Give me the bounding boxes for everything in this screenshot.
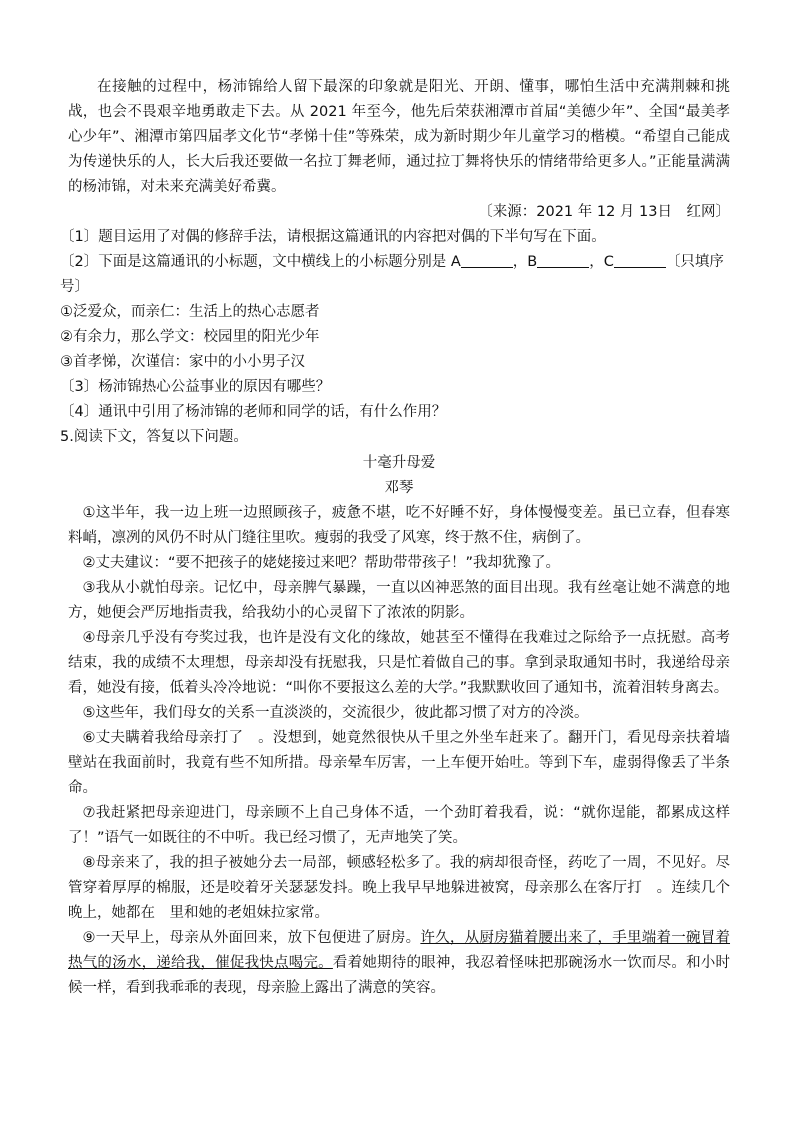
article-paragraph-4: ④母亲几乎没有夸奖过我，也许是没有文化的缘故，她甚至不懂得在我难过之际给予一点抚慰。高考结束，我的成绩不太理想，母亲却没有抚慰我，只是忙着做自己的事。拿到录取通知书时，我递给母亲看，她没有接，低着头冷冷地说：“叫你不要报这么差的大学。”我默默收回了通知书，流着泪转身离去。 — [68, 630, 730, 696]
question-2-end: 〔只填序号〕 — [60, 254, 724, 295]
section-5-heading: 5.阅读下文，答复以下问题。 — [60, 429, 248, 445]
option-2: ②有余力，那么学文：校园里的阳光少年 — [60, 329, 320, 345]
question-1: 〔1〕题目运用了对偶的修辞手法，请根据这篇通讯的内容把对偶的下半句写在下面。 — [60, 229, 606, 245]
paragraph-9-end: 看着她期待的眼神，我忍着怪味把那碗汤水一饮而尽。和小时候一样，看到我乖乖的表现，母亲脸上露出了满意的笑容。 — [68, 955, 731, 996]
article-body — [68, 501, 730, 1001]
answer-blank-b[interactable] — [537, 253, 589, 268]
article-paragraph-6: ⑥丈夫瞒着我给母亲打了 。没想到，她竟然很快从千里之外坐车赶来了。翻开门，看见母亲扶着墙壁站在我面前时，我竟有些不知所措。母亲晕车厉害，一上车便开始吐。等到下车，虚弱得像丢了半条命。 — [68, 730, 730, 796]
article-paragraph-8: ⑧母亲来了，我的担子被她分去一局部，顿感轻松多了。我的病却很奇怪，药吃了一周，不见好。尽管穿着厚厚的棉服，还是咬着牙关瑟瑟发抖。晚上我早早地躲进被窝，母亲那么在客厅打 。连续几个晚上，她都在 里和她的老姐妹拉家常。 — [68, 855, 730, 921]
source-line: 〔来源：2021 年 12 月 13日 红网〕 — [478, 204, 730, 220]
source-section — [68, 200, 730, 225]
option-3: ③首孝悌，次谨信：家中的小小男子汉 — [60, 354, 305, 370]
question-2-b: ，B — [512, 254, 538, 270]
questions-section — [60, 225, 730, 450]
answer-blank-c[interactable] — [614, 253, 666, 268]
article-title: 十毫升母爱 — [362, 455, 436, 471]
article-header — [68, 451, 730, 501]
article-author: 邓琴 — [384, 480, 414, 496]
question-2 — [60, 250, 730, 300]
answer-blank-a[interactable] — [461, 253, 513, 268]
question-2-start: 〔2〕下面是这篇通讯的小标题，文中横线上的小标题分别是 A — [60, 254, 461, 270]
article-paragraph-1: ①这半年，我一边上班一边照顾孩子，疲惫不堪，吃不好睡不好，身体慢慢变差。虽已立春，但春寒料峭，凛冽的风仍不时从门缝往里吹。瘦弱的我受了风寒，终于熬不住，病倒了。 — [68, 505, 730, 546]
article-paragraph-3: ③我从小就怕母亲。记忆中，母亲脾气暴躁，一直以凶神恶煞的面目出现。我有丝毫让她不满意的地方，她便会严厉地指责我，给我幼小的心灵留下了浓浓的阴影。 — [68, 580, 730, 621]
question-3: 〔3〕杨沛锦热心公益事业的原因有哪些？ — [60, 379, 331, 395]
underlined-sentence: 许久，从厨房猫着腰出来了，手里端着一碗冒着热气的汤水，递给我，催促我快点喝完。 — [68, 930, 731, 971]
article-paragraph-9 — [68, 926, 730, 1001]
intro-section — [68, 75, 730, 200]
intro-paragraph: 在接触的过程中，杨沛锦给人留下最深的印象就是阳光、开朗、懂事，哪怕生活中充满荆棘和挑战，也会不畏艰辛地勇敢走下去。从 2021 年至今，他先后荣获湘潭市首届“美德少年”、全国“最美孝心少年”、湘潭市第四届孝文化节“孝悌十佳”等殊荣，成为新时期少年儿童学习的楷模。“希望自己能成为传递快乐的人，长大后我还要做一名拉丁舞老师，通过拉丁舞将快乐的情绪带给更多人。”正能量满满的杨沛锦，对未来充满美好希冀。 — [68, 79, 730, 195]
paragraph-9-start: ⑨一天早上，母亲从外面回来，放下包便进了厨房。 — [82, 930, 421, 946]
option-1: ①泛爱众，而亲仁：生活上的热心志愿者 — [60, 304, 320, 320]
question-2-c: ，C — [589, 254, 614, 270]
article-paragraph-5: ⑤这些年，我们母女的关系一直淡淡的，交流很少，彼此都习惯了对方的冷淡。 — [82, 705, 589, 721]
article-paragraph-2: ②丈夫建议：“要不把孩子的姥姥接过来吧？帮助带带孩子！”我却犹豫了。 — [82, 555, 561, 571]
question-4: 〔4〕通讯中引用了杨沛锦的老师和同学的话，有什么作用？ — [60, 404, 447, 420]
article-paragraph-7: ⑦我赶紧把母亲迎进门，母亲顾不上自己身体不适，一个劲盯着我看，说：“就你逞能，都累成这样了！”语气一如既往的不中听。我已经习惯了，无声地笑了笑。 — [68, 805, 730, 846]
